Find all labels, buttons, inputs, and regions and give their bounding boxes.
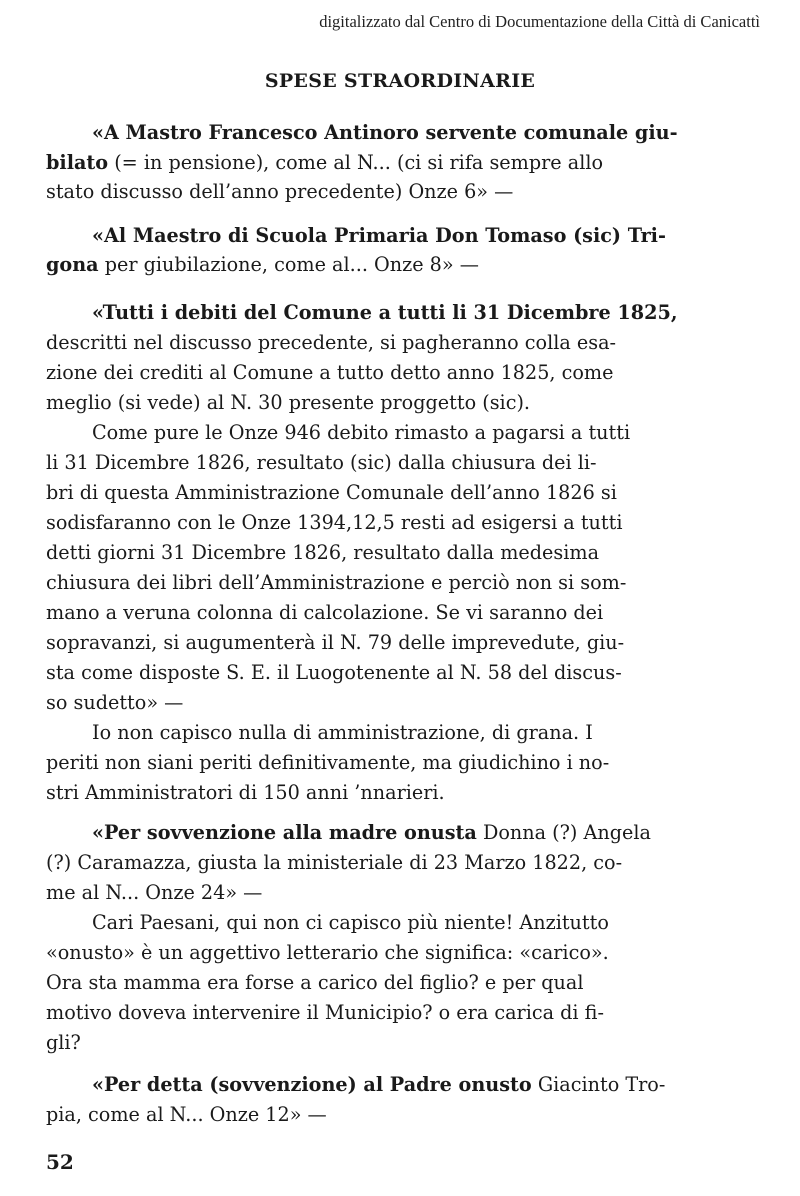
text-line: mano a veruna colonna di calcolazione. Se vi saranno dei (46, 601, 604, 624)
text-line: detti giorni 31 Dicembre 1826, resultato dalla medesima (46, 541, 600, 564)
text-line: «A Mastro Francesco Antinoro servente comunale giu- (92, 121, 678, 144)
text-line: bri di questa Amministrazione Comunale dell’anno 1826 si (46, 481, 617, 504)
text-line: «Per detta (sovvenzione) al Padre onusto Giacinto Tro- (92, 1073, 666, 1096)
text-line: stato discusso dell’anno precedente) Onze 6» — (46, 180, 514, 203)
text-line: sodisfaranno con le Onze 1394,12,5 resti ad esigersi a tutti (46, 511, 623, 534)
text-line: «Al Maestro di Scuola Primaria Don Tomaso (sic) Tri- (92, 224, 666, 247)
text-line: Ora sta mamma era forse a carico del figlio? e per qual (46, 971, 584, 994)
digitization-watermark: digitalizzato dal Centro di Documentazione della Città di Canicattì (319, 12, 760, 31)
text-line: me al N... Onze 24» — (46, 881, 263, 904)
text-line: descritti nel discusso precedente, si pagheranno colla esa- (46, 331, 617, 354)
text-line: chiusura dei libri dell’Amministrazione e perciò non si som- (46, 571, 627, 594)
text-line: sta come disposte S. E. il Luogotenente al N. 58 del discus- (46, 661, 622, 684)
text-line: gli? (46, 1031, 81, 1054)
page-number: 52 (46, 1150, 74, 1174)
text-line: so sudetto» — (46, 691, 184, 714)
text-line: pia, come al N... Onze 12» — (46, 1103, 327, 1126)
text-line: sopravanzi, si augumenterà il N. 79 delle imprevedute, giu- (46, 631, 625, 654)
text-line: gona per giubilazione, come al... Onze 8» — (46, 253, 479, 276)
text-line: bilato (= in pensione), come al N... (ci si rifa sempre allo (46, 151, 604, 174)
text-line: «Per sovvenzione alla madre onusta Donna (?) Angela (92, 821, 651, 844)
text-line: stri Amministratori di 150 anni ’nnarieri. (46, 781, 445, 804)
text-line: periti non siani periti definitivamente, ma giudichino i no- (46, 751, 610, 774)
text-line: zione dei crediti al Comune a tutto detto anno 1825, come (46, 361, 614, 384)
text-line: Come pure le Onze 946 debito rimasto a pagarsi a tutti (92, 421, 631, 444)
text-line: Cari Paesani, qui non ci capisco più niente! Anzitutto (92, 911, 609, 934)
text-line: (?) Caramazza, giusta la ministeriale di 23 Marzo 1822, co- (46, 851, 623, 874)
text-line: «onusto» è un aggettivo letterario che significa: «carico». (46, 941, 609, 964)
text-line: li 31 Dicembre 1826, resultato (sic) dalla chiusura dei li- (46, 451, 597, 474)
text-line: «Tutti i debiti del Comune a tutti li 31 Dicembre 1825, (92, 301, 678, 324)
text-line: meglio (si vede) al N. 30 presente proggetto (sic). (46, 391, 531, 414)
section-heading: SPESE STRAORDINARIE (264, 70, 536, 92)
text-line: Io non capisco nulla di amministrazione, di grana. I (92, 721, 593, 744)
text-line: motivo doveva intervenire il Municipio? o era carica di fi- (46, 1001, 604, 1024)
